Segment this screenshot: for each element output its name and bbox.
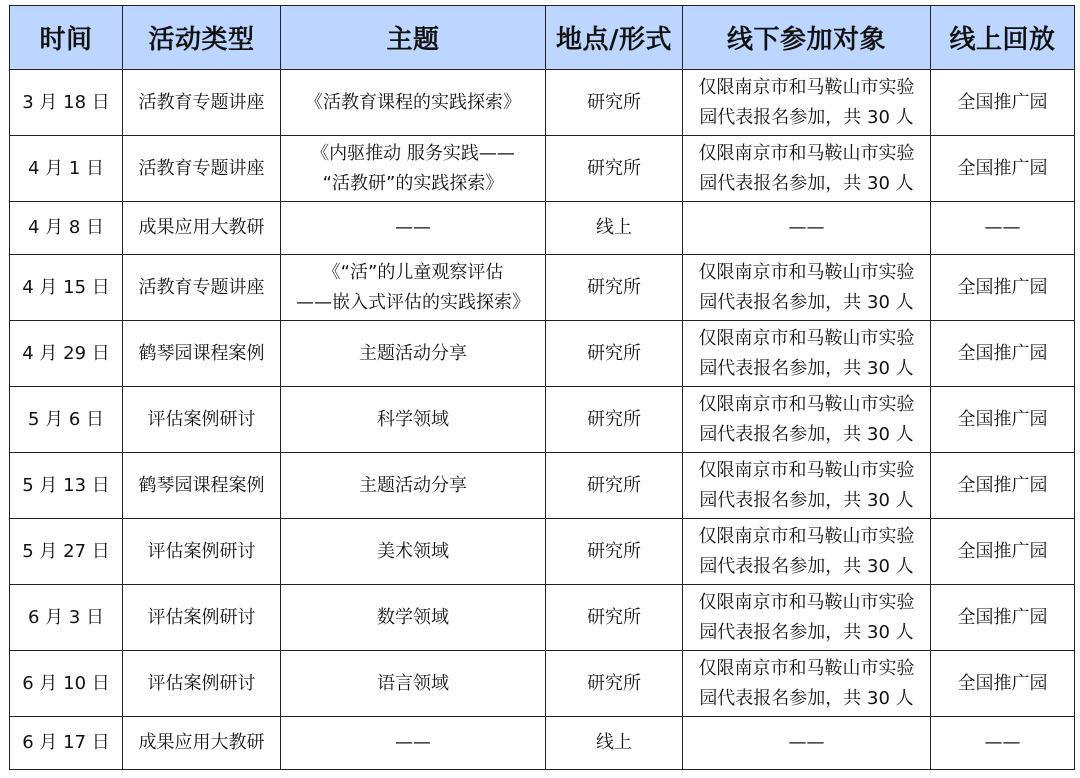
cell-date: 5 月 13 日	[10, 453, 123, 519]
header-time: 时间	[10, 6, 123, 70]
cell-date: 4 月 1 日	[10, 136, 123, 202]
cell-audience: 仅限南京市和马鞍山市实验 园代表报名参加，共 30 人	[683, 453, 931, 519]
cell-topic: 《“活”的儿童观察评估 ——嵌入式评估的实践探索》	[281, 255, 546, 321]
cell-audience: 仅限南京市和马鞍山市实验 园代表报名参加，共 30 人	[683, 136, 931, 202]
table-row	[10, 453, 1075, 519]
header-location: 地点/形式	[546, 6, 683, 70]
cell-topic: 《活教育课程的实践探索》	[281, 70, 546, 136]
table-row	[10, 321, 1075, 387]
header-online-replay: 线上回放	[931, 6, 1075, 70]
cell-replay: ——	[931, 202, 1075, 255]
table-row	[10, 519, 1075, 585]
cell-topic: 语言领域	[281, 651, 546, 717]
cell-replay: 全国推广园	[931, 651, 1075, 717]
cell-replay: 全国推广园	[931, 255, 1075, 321]
cell-replay: 全国推广园	[931, 70, 1075, 136]
cell-audience: 仅限南京市和马鞍山市实验 园代表报名参加，共 30 人	[683, 255, 931, 321]
cell-type: 评估案例研讨	[123, 387, 281, 453]
cell-date: 5 月 6 日	[10, 387, 123, 453]
header-topic: 主题	[281, 6, 546, 70]
cell-replay: 全国推广园	[931, 453, 1075, 519]
cell-topic: 主题活动分享	[281, 321, 546, 387]
cell-place: 研究所	[546, 70, 683, 136]
schedule-table	[9, 5, 1075, 770]
cell-topic: 主题活动分享	[281, 453, 546, 519]
cell-topic: ——	[281, 202, 546, 255]
cell-audience: 仅限南京市和马鞍山市实验 园代表报名参加，共 30 人	[683, 651, 931, 717]
cell-place: 研究所	[546, 453, 683, 519]
cell-place: 线上	[546, 717, 683, 770]
cell-type: 评估案例研讨	[123, 585, 281, 651]
cell-topic: ——	[281, 717, 546, 770]
cell-replay: 全国推广园	[931, 519, 1075, 585]
cell-audience: ——	[683, 202, 931, 255]
cell-place: 研究所	[546, 321, 683, 387]
cell-type: 评估案例研讨	[123, 651, 281, 717]
cell-place: 研究所	[546, 651, 683, 717]
cell-topic: 美术领域	[281, 519, 546, 585]
cell-place: 研究所	[546, 255, 683, 321]
schedule-table-wrapper	[9, 5, 1074, 770]
cell-audience: 仅限南京市和马鞍山市实验 园代表报名参加，共 30 人	[683, 519, 931, 585]
cell-audience: 仅限南京市和马鞍山市实验 园代表报名参加，共 30 人	[683, 321, 931, 387]
cell-replay: 全国推广园	[931, 321, 1075, 387]
cell-topic: 数学领域	[281, 585, 546, 651]
table-row	[10, 70, 1075, 136]
cell-replay: ——	[931, 717, 1075, 770]
cell-type: 鹤琴园课程案例	[123, 321, 281, 387]
cell-type: 活教育专题讲座	[123, 136, 281, 202]
cell-type: 活教育专题讲座	[123, 255, 281, 321]
cell-audience: 仅限南京市和马鞍山市实验 园代表报名参加，共 30 人	[683, 585, 931, 651]
cell-place: 研究所	[546, 585, 683, 651]
cell-replay: 全国推广园	[931, 585, 1075, 651]
cell-place: 线上	[546, 202, 683, 255]
table-row	[10, 387, 1075, 453]
cell-date: 6 月 17 日	[10, 717, 123, 770]
table-header-row	[10, 6, 1075, 70]
cell-date: 4 月 29 日	[10, 321, 123, 387]
cell-audience: ——	[683, 717, 931, 770]
cell-type: 活教育专题讲座	[123, 70, 281, 136]
cell-date: 3 月 18 日	[10, 70, 123, 136]
table-row	[10, 136, 1075, 202]
cell-replay: 全国推广园	[931, 136, 1075, 202]
cell-place: 研究所	[546, 387, 683, 453]
cell-type: 鹤琴园课程案例	[123, 453, 281, 519]
cell-replay: 全国推广园	[931, 387, 1075, 453]
cell-type: 成果应用大教研	[123, 717, 281, 770]
cell-type: 评估案例研讨	[123, 519, 281, 585]
cell-date: 4 月 15 日	[10, 255, 123, 321]
table-row	[10, 717, 1075, 770]
cell-topic: 《内驱推动 服务实践—— “活教研”的实践探索》	[281, 136, 546, 202]
cell-date: 4 月 8 日	[10, 202, 123, 255]
cell-audience: 仅限南京市和马鞍山市实验 园代表报名参加，共 30 人	[683, 70, 931, 136]
cell-type: 成果应用大教研	[123, 202, 281, 255]
header-offline-audience: 线下参加对象	[683, 6, 931, 70]
table-row	[10, 585, 1075, 651]
table-row	[10, 202, 1075, 255]
cell-date: 5 月 27 日	[10, 519, 123, 585]
cell-date: 6 月 3 日	[10, 585, 123, 651]
table-row	[10, 651, 1075, 717]
cell-place: 研究所	[546, 519, 683, 585]
cell-audience: 仅限南京市和马鞍山市实验 园代表报名参加，共 30 人	[683, 387, 931, 453]
table-row	[10, 255, 1075, 321]
cell-date: 6 月 10 日	[10, 651, 123, 717]
cell-topic: 科学领域	[281, 387, 546, 453]
header-activity-type: 活动类型	[123, 6, 281, 70]
cell-place: 研究所	[546, 136, 683, 202]
